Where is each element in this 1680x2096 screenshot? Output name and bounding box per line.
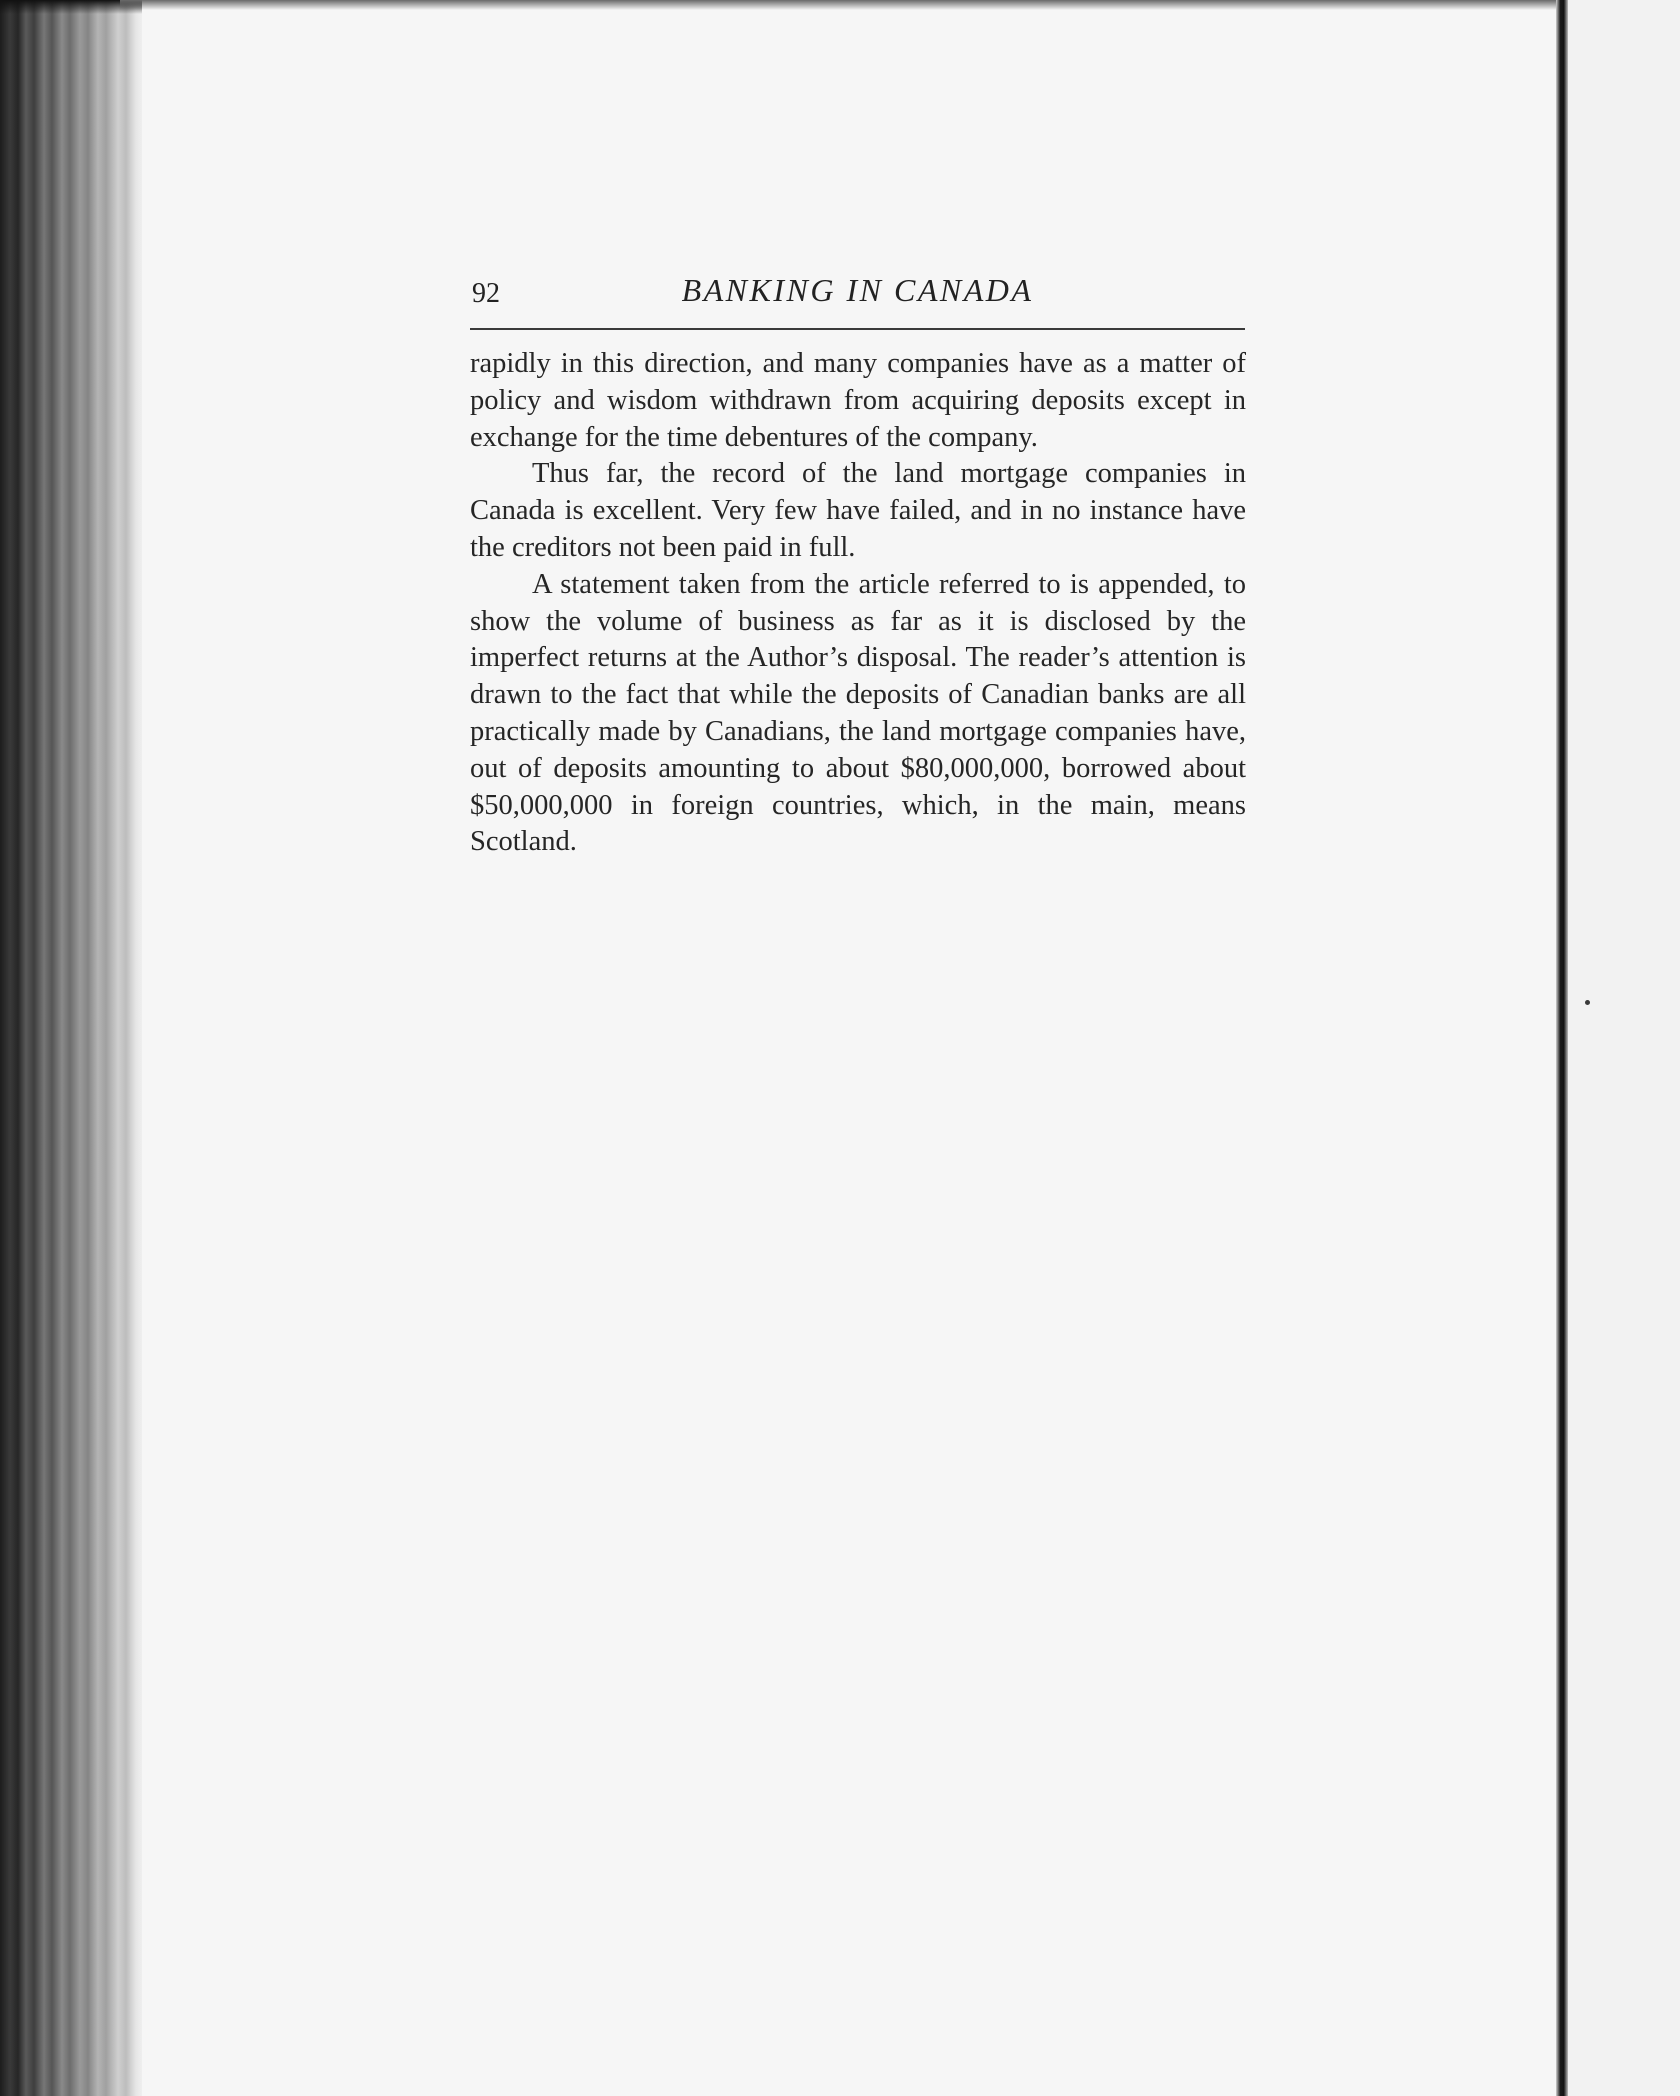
- paragraph-record: Thus far, the record of the land mortgage companies in Canada is excellent. Very few have failed, and in no instance have the creditors not been paid in full.: [470, 458, 1246, 563]
- facing-page-edge: [1568, 0, 1680, 2096]
- paragraph-continued: rapidly in this direction, and many companies have as a matter of policy and wisdom withdrawn from acquiring deposits except in exchange for the time debentures of the company.: [470, 348, 1246, 453]
- ink-speck: [1585, 1000, 1590, 1005]
- book-gutter: [1556, 0, 1568, 2096]
- page-number: 92: [472, 278, 500, 309]
- page-header: [470, 270, 1245, 330]
- book-page-edges: [0, 0, 142, 2096]
- running-title: BANKING IN CANADA: [681, 272, 1034, 308]
- top-edge-shadow: [120, 0, 1570, 10]
- body-text: [470, 346, 1246, 861]
- paragraph-statement: A statement taken from the article referred to is appended, to show the volume of business as far as it is disclosed by the imperfect returns at the Author’s disposal. The reader’s attention is drawn to the fact that while the deposits of Canadian banks are all practically made by Canadians, the land mortgage companies have, out of deposits amounting to about $80,000,000, borrowed about $50,000,000 in foreign countries, which, in the main, means Scotland.: [470, 568, 1246, 858]
